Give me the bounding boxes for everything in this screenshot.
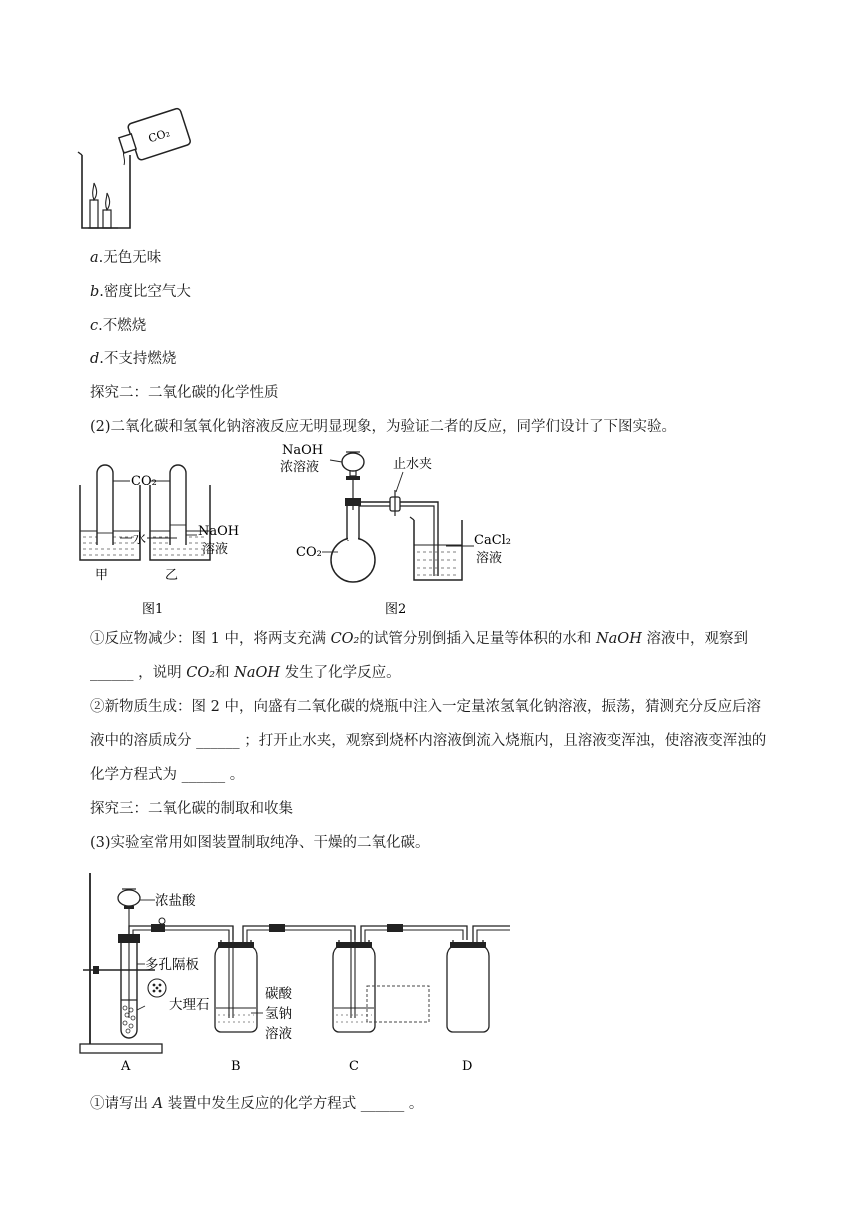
fig1-water-label: 水 xyxy=(133,532,147,547)
apparatus-c-label: C xyxy=(349,1059,359,1074)
clamp-label: 止水夹 xyxy=(393,457,433,472)
figure-3-apparatus xyxy=(75,868,515,1078)
apparatus-d-label: D xyxy=(462,1059,473,1074)
acid-label: 浓盐酸 xyxy=(155,893,196,909)
apparatus-b-label: B xyxy=(231,1059,241,1074)
answer-blank: ______ xyxy=(90,665,134,681)
nahco3-label-1: 碳酸 xyxy=(265,986,292,1002)
question-2-1-cont: ______ ，说明 CO₂和 NaOH 发生了化学反应。 xyxy=(90,665,401,681)
section3-heading: 探究三：二氧化碳的制取和收集 xyxy=(90,801,293,817)
question-2: (2)二氧化碳和氢氧化钠溶液反应无明显现象，为验证二者的反应，同学们设计了下图实验。 xyxy=(90,419,677,435)
nahco3-label-3: 溶液 xyxy=(265,1026,292,1042)
figure-1-caption: 图1 xyxy=(142,602,164,617)
question-3: (3)实验室常用如图装置制取纯净、干燥的二氧化碳。 xyxy=(90,835,430,851)
question-3-1: ①请写出 A 装置中发生反应的化学方程式 ______ 。 xyxy=(90,1096,424,1112)
question-2-1: ①反应物减少：图 1 中，将两支充满 CO₂的试管分别倒插入足量等体积的水和 NaOH 溶液中，观察到 xyxy=(90,631,748,647)
question-2-2-line1: ②新物质生成：图 2 中，向盛有二氧化碳的烧瓶中注入一定量浓氢氧化钠溶液，振荡，猜测充分反应后溶 xyxy=(90,699,761,715)
figure-2-caption: 图2 xyxy=(385,602,407,617)
bottle-label: CO₂ xyxy=(146,126,172,146)
question-2-2-line3: 化学方程式为 ______ 。 xyxy=(90,767,245,783)
option-c: c.不燃烧 xyxy=(90,318,147,334)
porous-plate-label: 多孔隔板 xyxy=(145,957,199,973)
cacl2-label: CaCl₂ xyxy=(474,533,512,548)
fig2-co2-label: CO₂ xyxy=(296,545,322,560)
question-2-2-line2: 液中的溶质成分 ______ ；打开止水夹，观察到烧杯内溶液倒流入烧瓶内，且溶液变浑浊，使溶液变浑浊的 xyxy=(90,733,767,749)
figure-1 xyxy=(75,455,265,620)
fig1-solution-label: 溶液 xyxy=(202,542,229,557)
fig1-naoh-label: NaOH xyxy=(198,524,240,539)
figure-2 xyxy=(278,440,528,620)
fig2-solution-label: 溶液 xyxy=(476,551,503,566)
option-d: d.不支持燃烧 xyxy=(90,351,177,367)
fig1-co2-label: CO₂ xyxy=(131,474,157,489)
section2-heading: 探究二：二氧化碳的化学性质 xyxy=(90,385,279,401)
tube-jia-label: 甲 xyxy=(95,568,109,583)
fig2-naoh-label: NaOH xyxy=(282,443,324,458)
marble-label: 大理石 xyxy=(169,997,210,1013)
tube-yi-label: 乙 xyxy=(165,568,179,583)
apparatus-a-label: A xyxy=(121,1059,131,1074)
co2-pour-figure xyxy=(70,105,200,235)
option-a: a.无色无味 xyxy=(90,250,162,266)
fig2-conc-solution-label: 浓溶液 xyxy=(280,460,320,475)
option-b: b.密度比空气大 xyxy=(90,284,191,300)
nahco3-label-2: 氢钠 xyxy=(265,1006,292,1022)
